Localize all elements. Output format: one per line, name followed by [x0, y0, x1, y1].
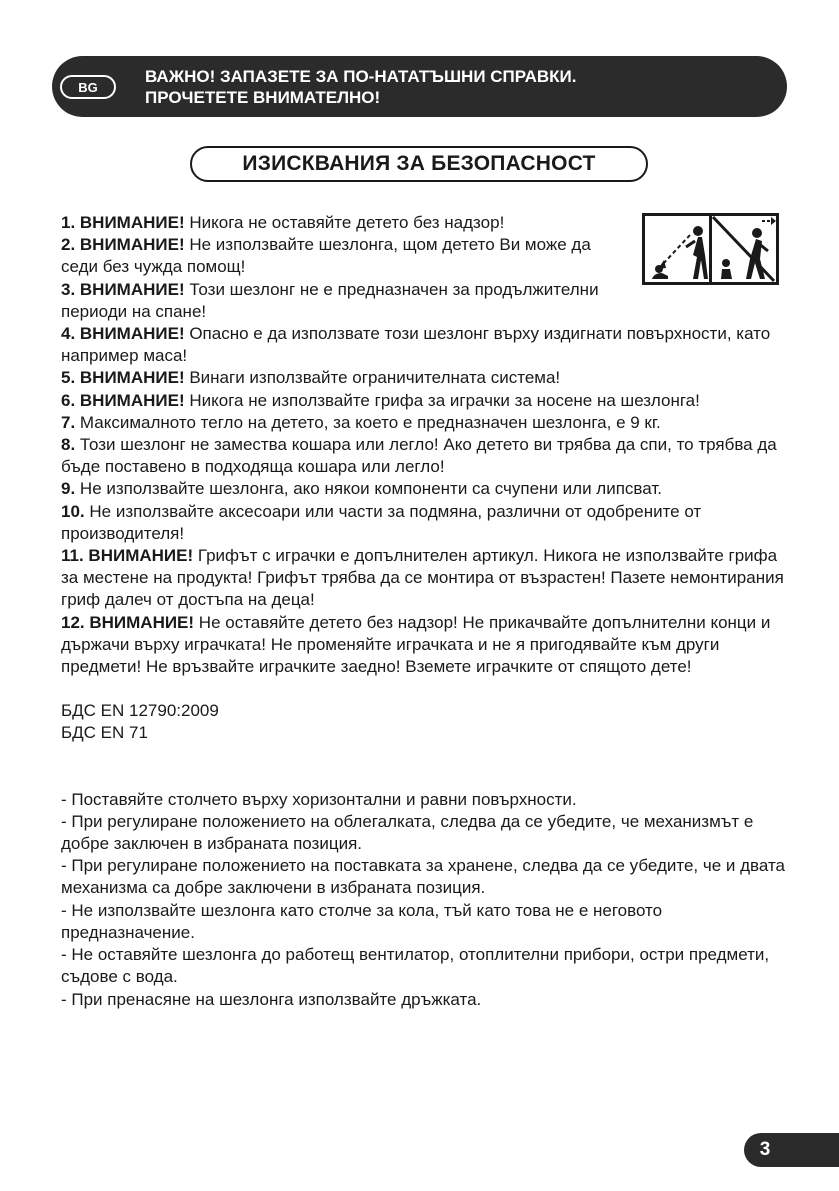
page-number-tab: [744, 1133, 839, 1167]
page-number: 3: [759, 1139, 771, 1160]
standards-list: [61, 700, 791, 744]
note-item: - При пренасяне на шезлонга използвайте дръжката.: [61, 989, 482, 1009]
warning-item-2: 2. ВНИМАНИЕ! Не използвайте шезлонга, щом детето Ви може да седи без чужда помощ!: [61, 235, 591, 277]
usage-notes: [61, 789, 791, 1011]
note-item: - При регулиране положението на поставката за хранене, следва да се убедите, че и двата механизма са добре заключени в избраната позиция.: [61, 856, 786, 898]
note-item: - При регулиране положението на облегалката, следва да се убедите, че механизмът е добре заключен в избраната позиция.: [61, 811, 754, 854]
note-item: - Не използвайте шезлонга като столче за кола, тъй като това не е неговото предназначение.: [61, 900, 663, 942]
language-badge: BG: [60, 75, 116, 99]
header-line-1: ВАЖНО! ЗАПАЗЕТЕ ЗА ПО-НАТАТЪШНИ СПРАВКИ.: [145, 67, 577, 86]
warning-item-10: 10. Не използвайте аксесоари или части за подмяна, различни от одобрените от производителя!: [61, 501, 702, 543]
standard-item: БДС EN 71: [61, 723, 148, 743]
safety-content: [61, 212, 791, 1011]
warning-item-6: 6. ВНИМАНИЕ! Никога не използвайте грифа за играчки за носене на шезлонга!: [61, 390, 700, 410]
warning-item-8: 8. Този шезлонг не замества кошара или легло! Ако детето ви трябва да спи, то трябва да бъде поставено в подходяща кошара или легло!: [61, 435, 777, 477]
warning-item-11: 11. ВНИМАНИЕ! Грифът с играчки е допълнителен артикул. Никога не използвайте грифа за местене на продукта! Грифът трябва да се монтира от възрастен! Пазете немонтирания гриф далеч от достъпа на деца!: [61, 546, 784, 610]
warning-item-5: 5. ВНИМАНИЕ! Винаги използвайте ограничителната система!: [61, 368, 561, 388]
warning-item-4: 4. ВНИМАНИЕ! Опасно е да използвате този шезлонг върху издигнати повърхности, като например маса!: [61, 324, 771, 366]
note-item: - Не оставяйте шезлонга до работещ вентилатор, отоплителни прибори, остри предмети, съдове с вода.: [61, 945, 770, 987]
warning-item-7: 7. Максималното тегло на детето, за което е предназначен шезлонга, е 9 кг.: [61, 412, 661, 432]
header-banner: [52, 56, 787, 117]
note-item: - Поставяйте столчето върху хоризонтални и равни повърхности.: [61, 789, 577, 809]
warning-item-1: 1. ВНИМАНИЕ! Никога не оставяйте детето без надзор!: [61, 213, 505, 232]
section-title: ИЗИСКВАНИЯ ЗА БЕЗОПАСНОСТ: [190, 146, 648, 182]
warning-item-12: 12. ВНИМАНИЕ! Не оставяйте детето без надзор! Не прикачвайте допълнителни конци и държачи върху играчката! Не променяйте играчката и не я пригодявайте към други предмети! Не връзвайте играчките заедно! Вземете играчките от спящото дете!: [61, 612, 771, 677]
warning-item-9: 9. Не използвайте шезлонга, ако някои компоненти са счупени или липсват.: [61, 479, 662, 499]
warning-item-3: 3. ВНИМАНИЕ! Този шезлонг не е предназначен за продължителни периоди на спане!: [61, 279, 599, 321]
standard-item: БДС EN 12790:2009: [61, 701, 219, 721]
header-text: [145, 66, 576, 108]
header-line-2: ПРОЧЕТЕТЕ ВНИМАТЕЛНО!: [145, 88, 381, 107]
